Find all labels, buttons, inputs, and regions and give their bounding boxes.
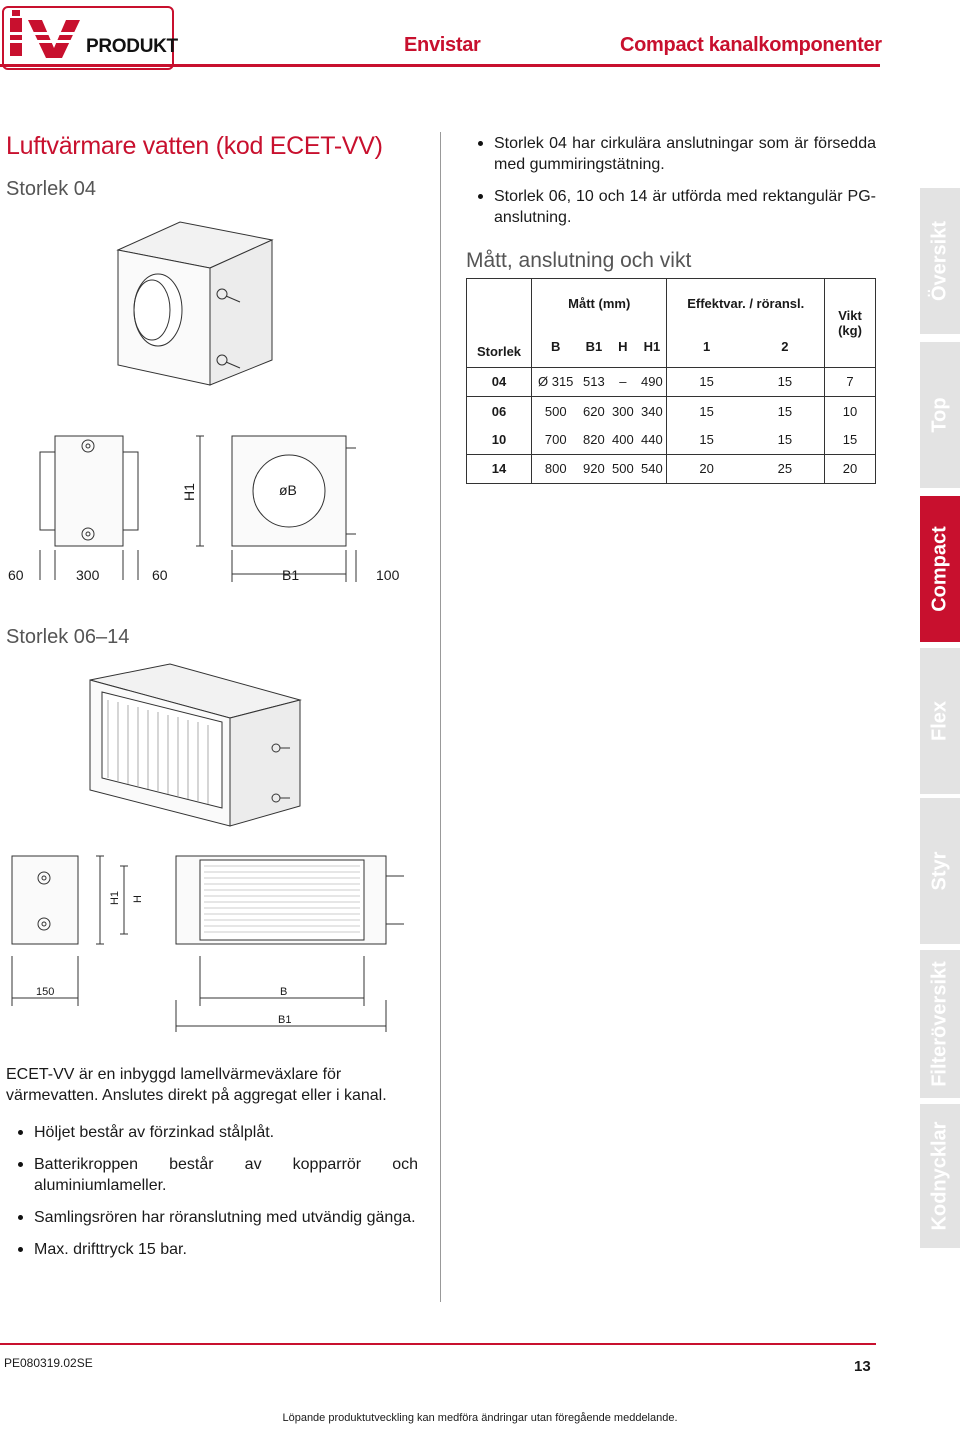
feature-item: Samlingsrören har röranslutning med utvändig gänga. [6,1207,418,1228]
dim-b-large: B [280,986,288,998]
feature-list [6,1122,418,1271]
size-04-heading: Storlek 04 [6,178,97,200]
tab-oversikt[interactable]: Översikt [920,188,960,334]
column-divider [440,132,441,1302]
tab-kodnycklar[interactable]: Kodnycklar [920,1104,960,1248]
col-header-vikt: Vikt (kg) [825,279,876,367]
dim-100: 100 [376,567,400,583]
dim-b1-large: B1 [278,1014,292,1026]
size-06-14-heading: Storlek 06–14 [6,626,130,648]
table-row: 04 Ø 315 513 – 490 15 15 7 [467,367,875,397]
drawing-size-04 [0,210,440,590]
footer-disclaimer: Löpande produktutveckling kan medföra ändringar utan föregående meddelande. [282,1412,678,1424]
note-item: Storlek 06, 10 och 14 är utförda med rektangulär PG-anslutning. [466,186,876,228]
feature-item: Batterikroppen består av kopparrör och aluminiumlameller. [6,1154,418,1196]
note-item: Storlek 04 har cirkulära anslutningar som är försedda med gummiringstätning. [466,133,876,175]
feature-item: Max. drifttryck 15 bar. [6,1239,418,1260]
dim-60-right: 60 [152,567,168,583]
product-description: ECET-VV är en inbyggd lamellvärmeväxlare för värmevatten. Anslutes direkt på aggregat eller i kanal. [6,1066,387,1104]
table-row: 06 500 620 300 340 15 15 10 [467,397,875,426]
feature-item: Höljet består av förzinkad stålplåt. [6,1122,418,1143]
col-header-b1: B1 [585,339,603,355]
page-title: Luftvärmare vatten (kod ECET-VV) [6,132,383,160]
dim-h1: H1 [180,483,197,501]
tab-flex[interactable]: Flex [920,648,960,794]
col-header-b: B [532,327,580,367]
dim-h1-large: H1 [109,890,122,906]
table-row: 14 800 920 500 540 20 25 20 [467,454,875,483]
dimension-table [466,278,876,484]
logo-text: PRODUKT [86,36,178,57]
header-category[interactable]: Compact kanalkomponenter [620,34,882,56]
dim-300: 300 [76,567,100,583]
footer-divider [0,1343,876,1345]
dim-h-large: H [131,895,144,903]
header-divider [0,64,880,67]
tab-top[interactable]: Top [920,342,960,488]
group-header-effekt: Effektvar. / röransl. [667,279,825,327]
table-row: 10 700 820 400 440 15 15 15 [467,425,875,454]
table-title: Mått, anslutning och vikt [466,249,692,272]
tab-styr[interactable]: Styr [920,798,960,944]
group-header-matt: Mått (mm) [532,279,667,327]
tab-filteroversikt[interactable]: Filteröversikt [920,950,960,1098]
tab-compact[interactable]: Compact [920,496,960,642]
col-header-2: 2 [781,339,789,355]
document-code: PE080319.02SE [4,1356,93,1370]
connection-notes [466,133,876,239]
col-header-h1: H1 [643,339,661,355]
header-section[interactable]: Envistar [404,34,481,56]
dim-150: 150 [36,986,55,998]
dim-b1: B1 [282,567,300,583]
col-header-1: 1 [667,327,746,367]
dim-60-left: 60 [8,567,24,583]
col-header-storlek: Storlek [467,279,532,367]
page-number: 13 [854,1358,871,1375]
col-header-h: H [618,339,628,355]
dim-diameter-b: øB [279,482,297,498]
drawing-size-06-14 [0,660,440,1040]
iv-logo-mark [6,8,90,64]
